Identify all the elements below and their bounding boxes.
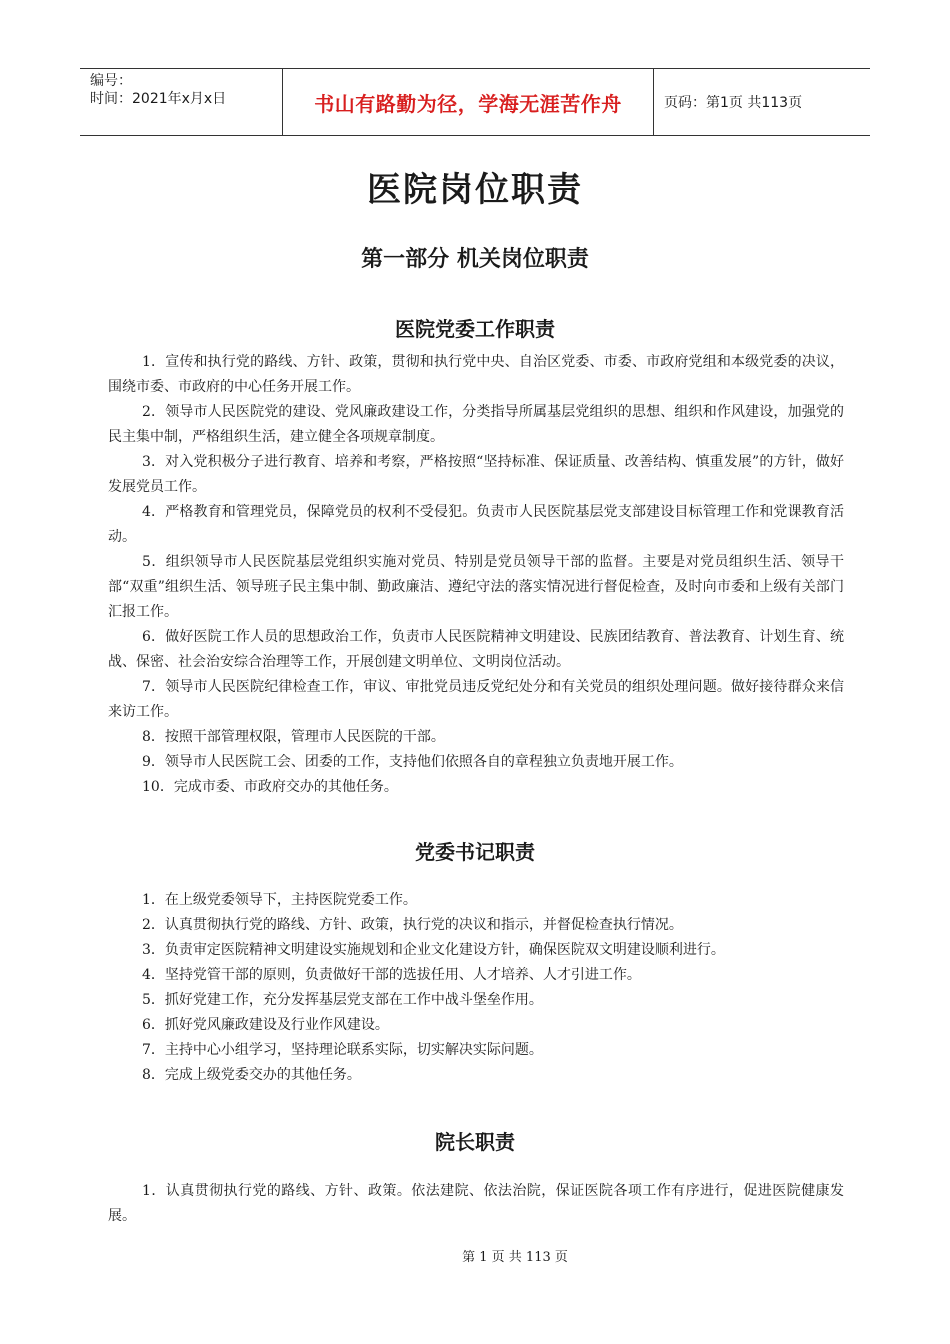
section-body-party-secretary bbox=[108, 888, 844, 1088]
section-body-president bbox=[108, 1179, 844, 1229]
section-title-party-committee: 医院党委工作职责 bbox=[395, 317, 555, 341]
list-item: 5．组织领导市人民医院基层党组织实施对党员、特别是党员领导干部的监督。主要是对党员组织生活、领导干部“双重”组织生活、领导班子民主集中制、勤政廉洁、遵纪守法的落实情况进行督促检查，及时向市委和上级有关部门汇报工作。 bbox=[108, 554, 844, 620]
list-item: 7．主持中心小组学习，坚持理论联系实际，切实解决实际问题。 bbox=[142, 1042, 543, 1058]
list-item: 5．抓好党建工作，充分发挥基层党支部在工作中战斗堡垒作用。 bbox=[142, 992, 543, 1008]
section-title-party-secretary: 党委书记职责 bbox=[415, 840, 535, 864]
list-item: 3．对入党积极分子进行教育、培养和考察，严格按照“坚持标准、保证质量、改善结构、慎重发展”的方针，做好发展党员工作。 bbox=[108, 454, 844, 495]
header-page-cell bbox=[654, 69, 870, 135]
list-item: 1．宣传和执行党的路线、方针、政策，贯彻和执行党中央、自治区党委、市委、市政府党组和本级党委的决议，围绕市委、市政府的中心任务开展工作。 bbox=[108, 354, 844, 395]
list-item: 1．认真贯彻执行党的路线、方针、政策。依法建院、依法治院，保证医院各项工作有序进行，促进医院健康发展。 bbox=[108, 1183, 844, 1224]
list-item: 4．严格教育和管理党员，保障党员的权利不受侵犯。负责市人民医院基层党支部建设目标管理工作和党课教育活动。 bbox=[108, 504, 844, 545]
header-motto-cell bbox=[282, 69, 654, 135]
number-label: 编号： bbox=[90, 73, 132, 89]
list-item: 9．领导市人民医院工会、团委的工作，支持他们依照各自的章程独立负责地开展工作。 bbox=[142, 754, 683, 770]
list-item: 2．认真贯彻执行党的路线、方针、政策，执行党的决议和指示，并督促检查执行情况。 bbox=[142, 917, 683, 933]
section-title-president: 院长职责 bbox=[435, 1130, 515, 1154]
list-item: 6．抓好党风廉政建设及行业作风建设。 bbox=[142, 1017, 389, 1033]
list-item: 10．完成市委、市政府交办的其他任务。 bbox=[142, 779, 398, 795]
list-item: 3．负责审定医院精神文明建设实施规划和企业文化建设方针，确保医院双文明建设顺利进行。 bbox=[142, 942, 725, 958]
document-title: 医院岗位职责 bbox=[367, 170, 583, 210]
time-label: 时间：2021年x月x日 bbox=[90, 91, 227, 107]
section-body-party-committee bbox=[108, 350, 844, 800]
part-title: 第一部分 机关岗位职责 bbox=[361, 246, 589, 272]
page-footer: 第 1 页 共 113 页 bbox=[462, 1250, 568, 1265]
motto-text: 书山有路勤为径，学海无涯苦作舟 bbox=[314, 91, 622, 116]
list-item: 7．领导市人民医院纪律检查工作，审议、审批党员违反党纪处分和有关党员的组织处理问题。做好接待群众来信来访工作。 bbox=[108, 679, 844, 720]
list-item: 6．做好医院工作人员的思想政治工作，负责市人民医院精神文明建设、民族团结教育、普法教育、计划生育、统战、保密、社会治安综合治理等工作，开展创建文明单位、文明岗位活动。 bbox=[108, 629, 844, 670]
document-header bbox=[80, 68, 870, 136]
list-item: 2．领导市人民医院党的建设、党风廉政建设工作，分类指导所属基层党组织的思想、组织和作风建设，加强党的民主集中制，严格组织生活，建立健全各项规章制度。 bbox=[108, 404, 844, 445]
list-item: 1．在上级党委领导下，主持医院党委工作。 bbox=[142, 892, 417, 908]
list-item: 8．按照干部管理权限，管理市人民医院的干部。 bbox=[142, 729, 445, 745]
header-meta-cell bbox=[80, 69, 282, 135]
page-info: 页码：第1页 共113页 bbox=[664, 95, 803, 111]
list-item: 4．坚持党管干部的原则，负责做好干部的选拔任用、人才培养、人才引进工作。 bbox=[142, 967, 641, 983]
list-item: 8．完成上级党委交办的其他任务。 bbox=[142, 1067, 361, 1083]
